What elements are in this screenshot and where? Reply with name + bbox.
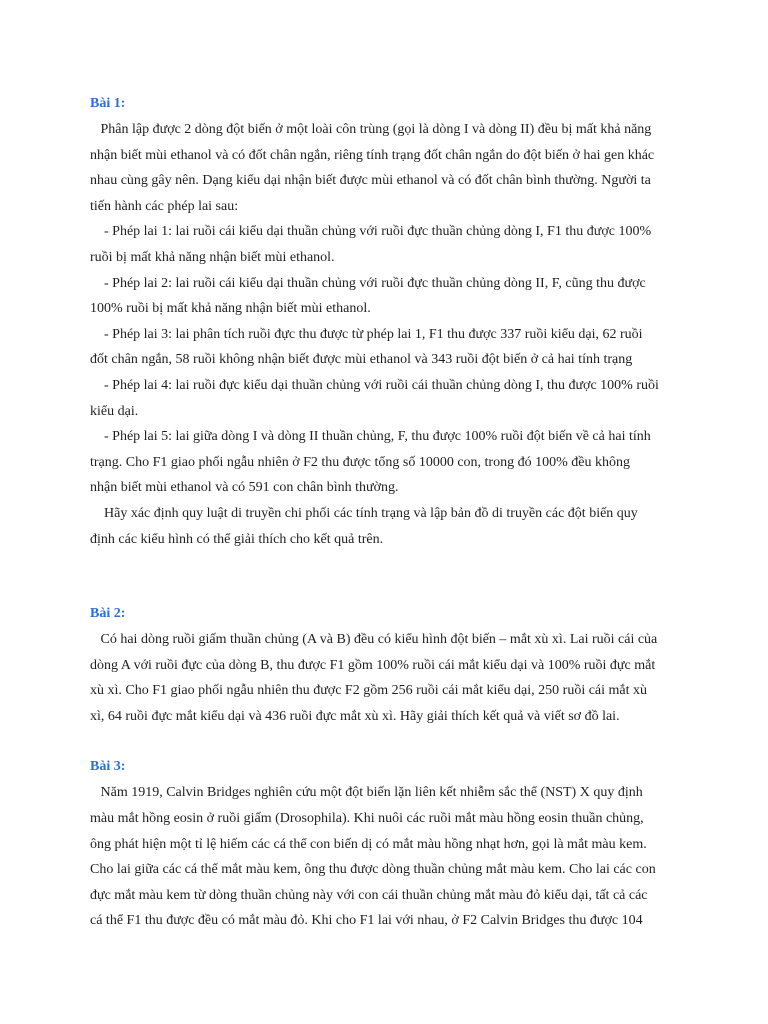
text-line: xì, 64 ruồi đực mắt kiểu dại và 436 ruồi đực mắt xù xì. Hãy giải thích kết quả và viết sơ đồ lai. <box>90 708 620 724</box>
section-body <box>90 780 680 934</box>
text-line: ruồi bị mất khả năng nhận biết mùi ethanol. <box>90 249 335 265</box>
text-line: đốt chân ngắn, 58 ruồi không nhận biết được mùi ethanol và 343 ruồi đột biến ở cả hai tính trạng <box>90 352 633 368</box>
section-heading: Bài 2: <box>90 606 126 622</box>
text-line: 100% ruồi bị mất khả năng nhận biết mùi ethanol. <box>90 301 371 317</box>
text-line: ông phát hiện một tỉ lệ hiếm các cá thể con biến dị có mắt màu hồng nhạt hơn, gọi là mắt màu kem. <box>90 836 647 852</box>
text-line: - Phép lai 1: lai ruồi cái kiểu dại thuần chủng với ruồi đực thuần chủng dòng I, F1 thu được 100% <box>90 224 652 240</box>
text-line: Có hai dòng ruồi giấm thuần chủng (A và B) đều có kiểu hình đột biến – mắt xù xì. Lai ruồi cái của <box>90 632 658 648</box>
section-body <box>90 117 680 552</box>
text-line: tiến hành các phép lai sau: <box>90 198 239 214</box>
text-line: - Phép lai 4: lai ruồi đực kiểu dại thuần chủng với ruồi cái thuần chủng dòng I, thu được 100% ruồi <box>90 377 659 393</box>
section-heading: Bài 3: <box>90 759 126 775</box>
text-line: Năm 1919, Calvin Bridges nghiên cứu một đột biến lặn liên kết nhiễm sắc thể (NST) X quy định <box>90 785 643 801</box>
section-bai-1 <box>90 91 680 552</box>
text-line: nhận biết mùi ethanol và có 591 con chân bình thường. <box>90 480 399 496</box>
section-bai-2 <box>90 601 680 729</box>
section-bai-3 <box>90 754 680 934</box>
text-line: - Phép lai 3: lai phân tích ruồi đực thu được từ phép lai 1, F1 thu được 337 ruồi kiểu dại, 62 ruồi <box>90 326 643 342</box>
text-line: đực mắt màu kem từ dòng thuần chủng này với con cái thuần chủng mắt màu đỏ kiểu dại, tất cả các <box>90 887 648 903</box>
text-line: - Phép lai 5: lai giữa dòng I và dòng II thuần chủng, F, thu được 100% ruồi đột biến về cả hai tính <box>90 429 651 445</box>
text-line: định các kiểu hình có thể giải thích cho kết quả trên. <box>90 531 384 547</box>
text-line: trạng. Cho F1 giao phối ngẫu nhiên ở F2 thu được tổng số 10000 con, trong đó 100% đều không <box>90 454 630 470</box>
text-line: dòng A với ruồi đực của dòng B, thu được F1 gồm 100% ruồi cái mắt kiểu dại và 100% ruồi đực mắt <box>90 657 656 673</box>
text-line: Phân lập được 2 dòng đột biến ở một loài côn trùng (gọi là dòng I và dòng II) đều bị mất khả năng <box>90 122 652 137</box>
section-spacer <box>90 552 680 601</box>
section-spacer <box>90 729 680 754</box>
text-line: Hãy xác định quy luật di truyền chi phối các tính trạng và lập bản đồ di truyền các đột biến quy <box>90 505 638 521</box>
text-line: kiểu dại. <box>90 403 139 419</box>
text-line: nhau cùng gây nên. Dạng kiểu dại nhận biết được mùi ethanol và có đốt chân bình thường. Người ta <box>90 173 651 189</box>
section-body <box>90 627 680 729</box>
section-heading: Bài 1: <box>90 96 126 111</box>
text-line: màu mắt hồng eosin ở ruồi giấm (Drosophila). Khi nuôi các ruồi mắt màu hồng eosin thuần chủng, <box>90 811 644 827</box>
text-line: xù xì. Cho F1 giao phối ngẫu nhiên thu được F2 gồm 256 ruồi cái mắt kiểu dại, 250 ruồi cái mắt xù <box>90 683 648 699</box>
text-line: Cho lai giữa các cá thể mắt màu kem, ông thu được dòng thuần chủng mắt màu kem. Cho lai các con <box>90 862 656 878</box>
text-line: nhận biết mùi ethanol và có đốt chân ngắn, riêng tính trạng đốt chân ngắn do đột biến ở hai gen khác <box>90 147 655 163</box>
text-line: cá thể F1 thu được đều có mắt màu đỏ. Khi cho F1 lai với nhau, ở F2 Calvin Bridges thu được 104 <box>90 913 643 929</box>
text-line: - Phép lai 2: lai ruồi cái kiểu dại thuần chủng với ruồi đực thuần chủng dòng II, F, cũng thu được <box>90 275 646 291</box>
document-page <box>90 91 680 934</box>
